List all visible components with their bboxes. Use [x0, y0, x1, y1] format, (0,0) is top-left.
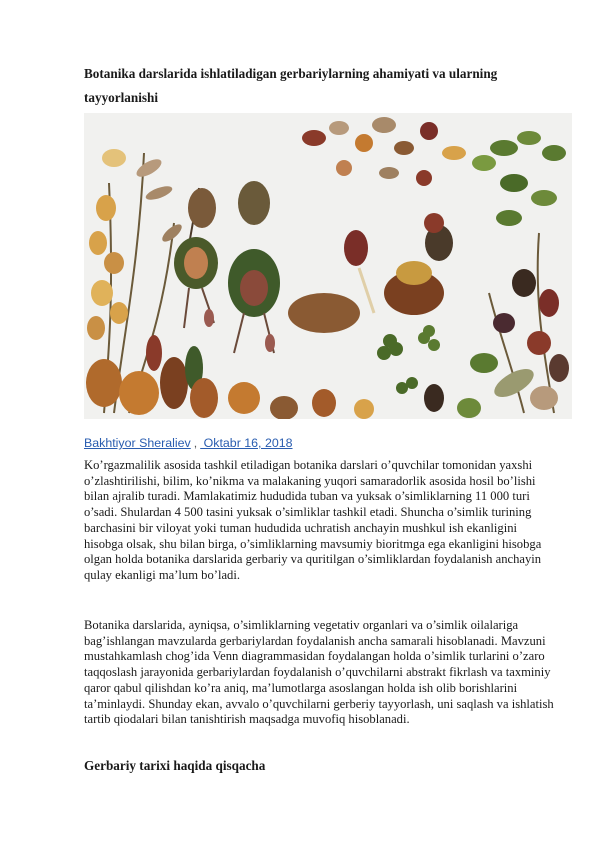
middle-figures [288, 213, 453, 333]
section-heading: Gerbariy tarixi haqida qisqacha [84, 758, 266, 773]
author-link[interactable]: Bakhtiyor Sheraliev [84, 436, 191, 450]
right-leaves [472, 131, 566, 226]
clover-leaves [377, 325, 440, 394]
article-title: Botanika darslarida ishlatiladigan gerbariylarning ahamiyati va ularning tayyorlanishi [84, 66, 498, 105]
hero-image [84, 113, 572, 419]
left-bird-figure [174, 188, 218, 328]
meta-separator: , [193, 436, 198, 450]
second-bird-figure [228, 181, 280, 353]
right-bouquet [470, 233, 569, 413]
bottom-flowers [228, 382, 481, 419]
date-link[interactable]: Oktabr 16, 2018 [200, 436, 293, 450]
paragraph-1: Ko’rgazmalilik asosida tashkil etiladigan botanika darslari o’quvchilar tomonidan yaxshi o’zlashtirilishi, bilim, ko’nikma va malakaning yuqori samaradorlik asosida hosil bo’lishi bilan ajralib turadi. Mamlakatimiz hududida tuban va yuksak o’simliklarning 11 000 turi o’sadi. Shulardan 4 500 tasini yuksak o’simliklar tashkil etadi. Shuncha o’simlik turining barchasini bir viloyat yoki tuman hududida uchratish anchayin mushkul ish ekanligini hisobga olsak, shu bilan birga, o’simliklarning mavsumiy bioritmga ega ekanligini hisobga olgan holda botanika darslarida gerbariy va quritilgan o’simliklardan foydalanish anchayin qulay ekanligi ma’lum bo’ladi. [84, 458, 542, 582]
article-meta [84, 436, 293, 450]
pressed-flower-collage-icon [84, 113, 572, 419]
top-flowers [302, 117, 466, 186]
paragraph-2: Botanika darslarida, ayniqsa, o’simliklarning vegetativ organlari va o’simlik oilalariga bag’ishlangan mavzularda gerbariylardan foydalanish ancha samarali hisoblanadi. Mavzuni mustahkamlash chog’ida Venn diagrammasidan foydalangan holda o’simlik turlarini o’zaro taqqoslash jarayonida gerbariylardan foydalanish o’quvchilarni abstrakt fikrlash va taxminiy qaror qabul qilishdan ko’ra aniq, ma’lumotlarga asoslangan holda ish olib borishlarini ta’minlaydi. Shunday ekan, avvalo o’quvchilarni gerberiy tayyorlash, uni saqlash va ishlatish tartib qiodalari bilan tanishtirish maqsadga muvofiq hisoblanadi. [84, 618, 554, 727]
